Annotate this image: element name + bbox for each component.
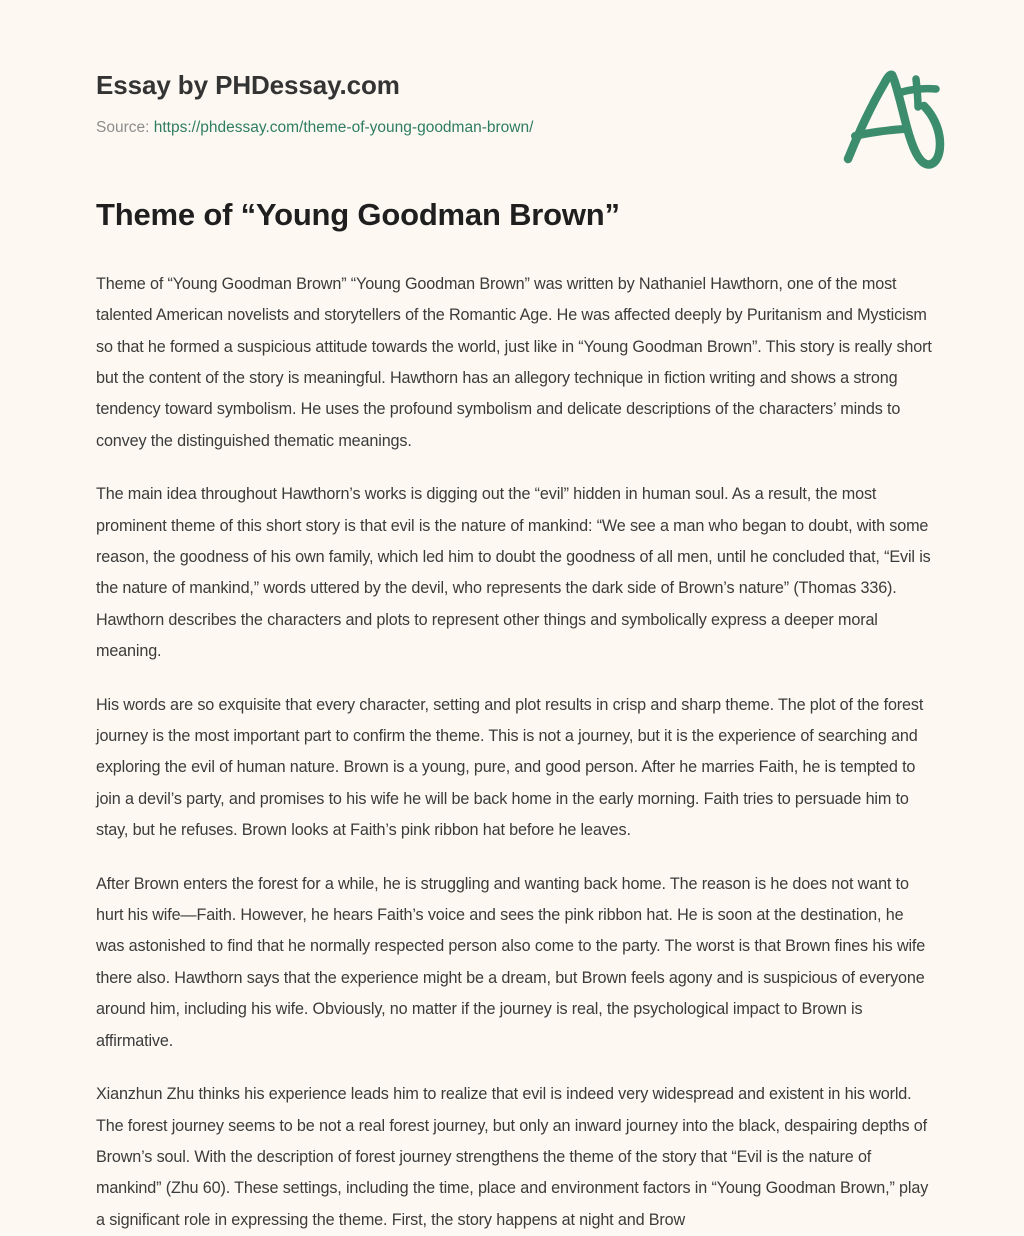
- paragraph: Theme of “Young Goodman Brown” “Young Goodman Brown” was written by Nathaniel Hawthorn, one of the most talented American novelists and storytellers of the Romantic Age. He was affected deeply by Puritanism and Mysticism so that he formed a suspicious attitude towards the world, just like in “Young Goodman Brown”. This story is really short but the content of the story is meaningful. Hawthorn has an allegory technique in fiction writing and shows a strong tendency toward symbolism. He uses the profound symbolism and delicate descriptions of the characters’ minds to convey the distinguished thematic meanings.: [96, 274, 932, 450]
- source-url-link[interactable]: https://phdessay.com/theme-of-young-goodman-brown/: [153, 119, 534, 137]
- a-plus-logo-icon: [832, 62, 952, 174]
- article-body: [96, 269, 932, 1236]
- source-label: Source:: [96, 119, 150, 137]
- article: [96, 196, 932, 1236]
- a-plus-logo: [832, 62, 952, 174]
- paragraph: His words are so exquisite that every character, setting and plot results in crisp and sharp theme. The plot of the forest journey is the most important part to confirm the theme. This is not a journey, but it is the experience of searching and exploring the evil of human nature. Brown is a young, pure, and good person. After he marries Faith, he is tempted to join a devil’s party, and promises to his wife he will be back home in the early morning. Faith tries to persuade him to stay, but he refuses. Brown looks at Faith’s pink ribbon hat before he leaves.: [96, 695, 924, 840]
- source-line: [96, 118, 928, 138]
- brand-title: Essay by PHDessay.com: [96, 70, 400, 100]
- paragraph: After Brown enters the forest for a while, he is struggling and wanting back home. The reason is he does not want to hurt his wife—Faith. However, he hears Faith’s voice and sees the pink ribbon hat. He is soon at the destination, he was astonished to find that he normally respected person also come to the party. The worst is that Brown fines his wife there also. Hawthorn says that the experience might be a dream, but Brown feels agony and is suspicious of everyone around him, including his wife. Obviously, no matter if the journey is real, the psychological impact to Brown is affirmative.: [96, 874, 926, 1050]
- paragraph: The main idea throughout Hawthorn’s works is digging out the “evil” hidden in human soul. As a result, the most prominent theme of this short story is that evil is the nature of mankind: “We see a man who began to doubt, with some reason, the goodness of his own family, which led him to doubt the goodness of all men, until he concluded that, “Evil is the nature of mankind,” words uttered by the devil, who represents the dark side of Brown’s nature” (Thomas 336). Hawthorn describes the characters and plots to represent other things and symbolically express a deeper moral meaning.: [96, 485, 931, 661]
- paragraph: Xianzhun Zhu thinks his experience leads him to realize that evil is indeed very widespread and existent in his world. The forest journey seems to be not a real forest journey, but only an inward journey into the black, despairing depths of Brown’s soul. With the description of forest journey strengthens the theme of the story that “Evil is the nature of mankind” (Zhu 60). These settings, including the time, place and environment factors in “Young Goodman Brown,” play a significant role in expressing the theme. First, the story happens at night and Brow: [96, 1085, 929, 1229]
- page-title: Theme of “Young Goodman Brown”: [96, 197, 620, 232]
